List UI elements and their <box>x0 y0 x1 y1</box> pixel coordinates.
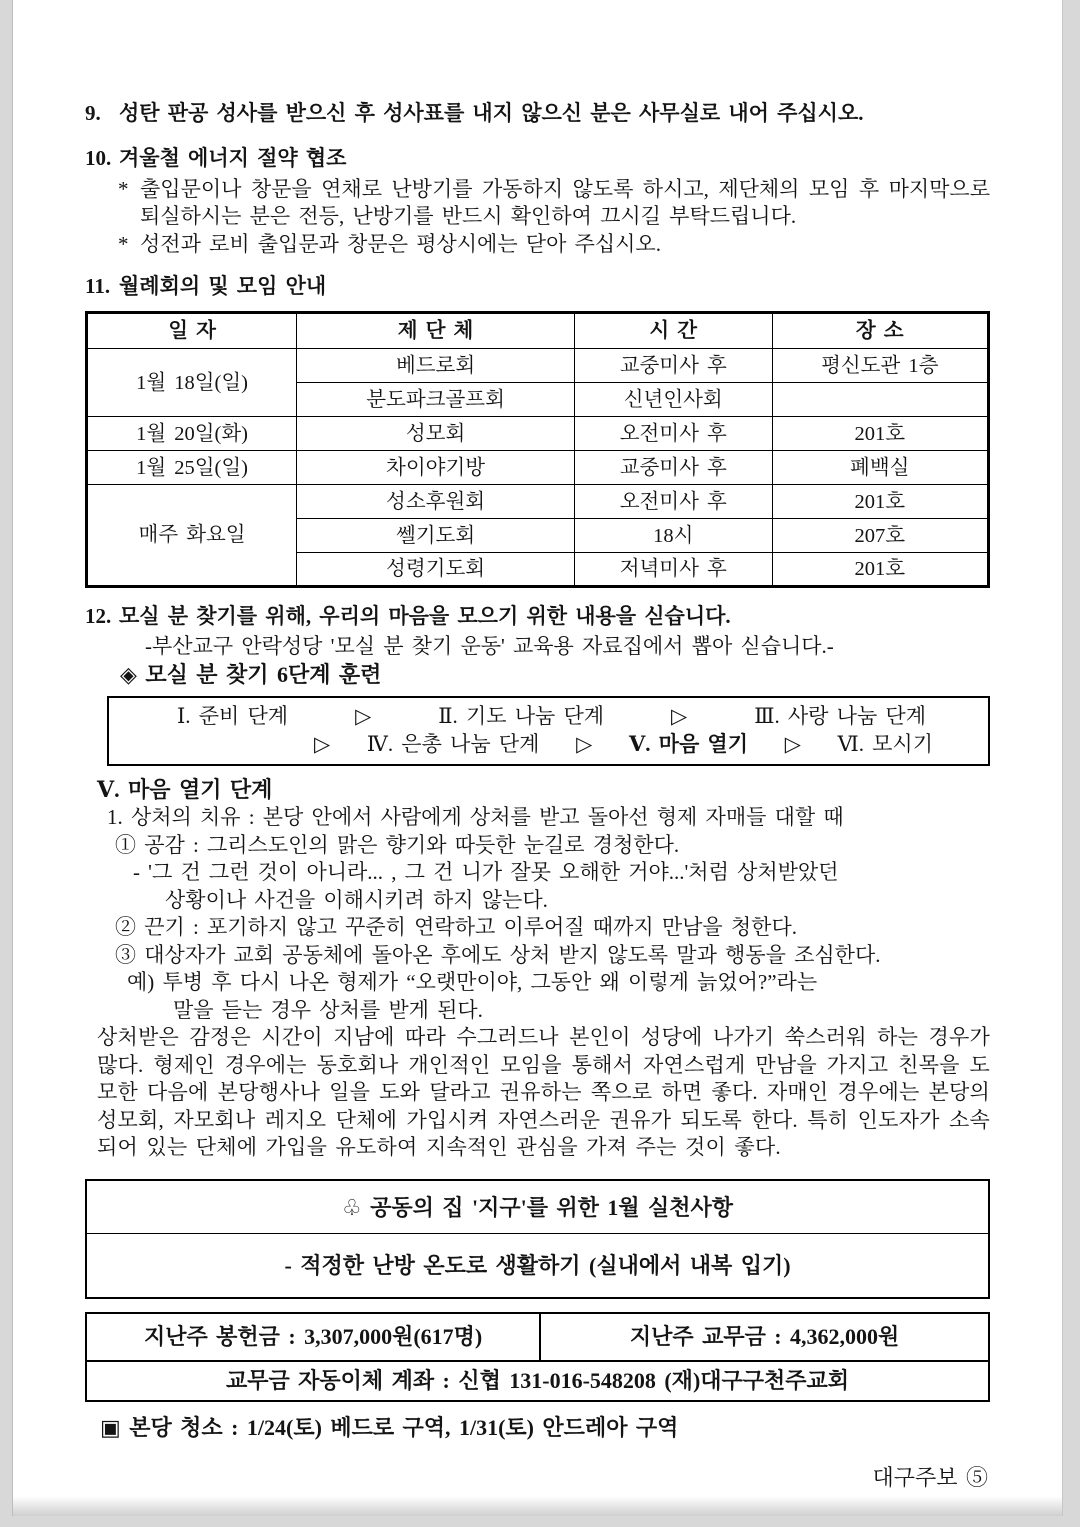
cell-group: 쎌기도회 <box>297 519 575 553</box>
table-row <box>87 417 989 451</box>
col-header-date: 일 자 <box>87 313 297 349</box>
col-header-group: 제 단 체 <box>297 313 575 349</box>
source-note: -부산교구 안락성당 '모실 분 찾기 운동' 교육용 자료집에서 뽑아 싣습니다.- <box>145 634 834 658</box>
table-row <box>87 485 989 519</box>
section-5-paragraph: 상처받은 감정은 시간이 지남에 따라 수그러드나 본인이 성당에 나가기 쑥스러워 하는 경우가 많다. 형제인 경우에는 동호회나 개인적인 모임을 통해서 자연스럽게 만남을 가지고 친목을 도모한 다음에 본당행사나 일을 도와 달라고 권유하는 쪽으로 하면 좋다. 자매인 경우에는 본당의 성모회, 자모회나 레지오 단체에 가입시켜 자연스러운 권유가 되도록 한다. 특히 인도자가 소속되어 있는 단체에 가입을 유도하여 지속적인 관심을 가져 주는 것이 좋다. <box>97 1025 990 1159</box>
arrow-right-icon: ▷ <box>784 732 801 756</box>
section-5-line: 상황이나 사건을 이해시키려 하지 않는다. <box>165 887 548 912</box>
table-header-row <box>87 313 989 349</box>
cell-time: 신년인사회 <box>574 383 772 417</box>
cell-group: 성소후원회 <box>297 485 575 519</box>
cell-date: 매주 화요일 <box>87 485 297 587</box>
section-5-heart-opening <box>85 776 990 1162</box>
notice-number: 12. <box>85 604 112 628</box>
section-5-line: - '그 건 그런 것이 아니라... , 그 건 니가 잘못 오해한 거야...'처럼 상처받았던 <box>133 860 839 884</box>
cell-date: 1월 20일(화) <box>87 417 297 451</box>
notice-title: 월례회의 및 모임 안내 <box>119 274 327 298</box>
arrow-right-icon: ▷ <box>671 704 688 728</box>
table-row <box>87 349 989 383</box>
bullet-line <box>118 176 990 230</box>
page-footer: 대구주보 ⑤ <box>872 1464 988 1490</box>
cell-time: 18시 <box>574 519 772 553</box>
notice-title: 모실 분 찾기를 위해, 우리의 마음을 모으기 위한 내용을 싣습니다. <box>119 604 731 628</box>
section-5-line: 말을 듣는 경우 상처를 받게 된다. <box>173 997 483 1022</box>
steps-line-2 <box>109 730 988 758</box>
cell-time: 오전미사 후 <box>574 485 772 519</box>
cleaning-schedule: ▣ 본당 청소 : 1/24(토) 베드로 구역, 1/31(토) 안드레아 구역 <box>100 1414 679 1440</box>
bulletin-page <box>12 0 1063 1516</box>
cell-group: 차이야기방 <box>297 451 575 485</box>
bullet-text: 성전과 로비 출입문과 창문은 평상시에는 닫아 주십시오. <box>140 232 661 256</box>
cell-group: 성령기도회 <box>297 553 575 587</box>
step-2: Ⅱ. 기도 나눔 단계 <box>438 704 605 728</box>
step-6: Ⅵ. 모시기 <box>837 732 933 756</box>
cell-place <box>772 383 989 417</box>
step-4: Ⅳ. 은총 나눔 단계 <box>366 732 540 756</box>
arrow-right-icon: ▷ <box>314 732 331 756</box>
notice-item-10 <box>85 145 990 171</box>
step-1: Ⅰ. 준비 단계 <box>177 704 289 728</box>
cell-date: 1월 25일(일) <box>87 451 297 485</box>
cell-place: 평신도관 1층 <box>772 349 989 383</box>
section-5-heading: Ⅴ. 마음 열기 단계 <box>97 777 273 802</box>
step-5-highlighted: Ⅴ. 마음 열기 <box>628 732 749 756</box>
cell-place: 폐백실 <box>772 451 989 485</box>
notice-item-9 <box>85 100 990 126</box>
dues-amount: 지난주 교무금 : 4,362,000원 <box>540 1313 989 1361</box>
six-step-subheading: ◈ 모실 분 찾기 6단계 훈련 <box>120 662 382 687</box>
bullet-marker: * <box>118 232 129 256</box>
cell-time: 저녁미사 후 <box>574 553 772 587</box>
notice-number: 9. <box>85 101 101 125</box>
cell-place: 207호 <box>772 519 989 553</box>
cell-group: 분도파크골프회 <box>297 383 575 417</box>
notice-text: 성탄 판공 성사를 받으신 후 성사표를 내지 않으신 분은 사무실로 내어 주십시오. <box>119 101 864 125</box>
section-5-line: 1. 상처의 치유 : 본당 안에서 사람에게 상처를 받고 돌아선 형제 자매들 대할 때 <box>107 805 844 829</box>
col-header-place: 장 소 <box>772 313 989 349</box>
bullet-line <box>118 231 990 258</box>
autotransfer-account: 교무금 자동이체 계좌 : 신협 131-016-548208 (재)대구구천주교회 <box>86 1361 989 1401</box>
cell-group: 베드로회 <box>297 349 575 383</box>
cell-place: 201호 <box>772 417 989 451</box>
notice-item-11 <box>85 273 990 299</box>
bulletin-content <box>13 0 1062 1491</box>
cell-place: 201호 <box>772 485 989 519</box>
arrow-right-icon: ▷ <box>355 704 372 728</box>
cell-time: 오전미사 후 <box>574 417 772 451</box>
cell-time: 교중미사 후 <box>574 451 772 485</box>
notice-number: 11. <box>85 274 111 298</box>
cell-group: 성모회 <box>297 417 575 451</box>
cell-date: 1월 18일(일) <box>87 349 297 417</box>
notice-item-12 <box>85 603 990 629</box>
notice-10-bullets <box>118 176 990 258</box>
finance-row-2 <box>86 1361 989 1401</box>
section-5-line: 예) 투병 후 다시 나온 형제가 “오랫만이야, 그동안 왜 이렇게 늙었어?”라는 <box>127 970 818 994</box>
table-row <box>87 451 989 485</box>
bullet-text: 출입문이나 창문을 연채로 난방기를 가동하지 않도록 하시고, 제단체의 모임 후 마지막으로 퇴실하시는 분은 전등, 난방기를 반드시 확인하여 끄시길 부탁드립니다. <box>140 177 990 228</box>
step-3: Ⅲ. 사랑 나눔 단계 <box>754 704 926 728</box>
practice-box-title: ♧ 공동의 집 '지구'를 위한 1월 실천사항 <box>87 1181 988 1234</box>
notice-number: 10. <box>85 146 112 170</box>
section-5-line: ② 끈기 : 포기하지 않고 꾸준히 연락하고 이루어질 때까지 만남을 청한다. <box>115 915 797 939</box>
finance-table <box>85 1312 990 1402</box>
finance-row-1 <box>86 1313 989 1361</box>
monthly-practice-box <box>85 1179 990 1299</box>
cell-place: 201호 <box>772 553 989 587</box>
six-step-training-box <box>107 696 990 766</box>
steps-line-1 <box>109 702 988 730</box>
meeting-schedule-table <box>85 311 990 588</box>
section-5-line: ③ 대상자가 교회 공동체에 돌아온 후에도 상처 받지 않도록 말과 행동을 조심한다. <box>115 942 881 967</box>
cell-time: 교중미사 후 <box>574 349 772 383</box>
section-5-line: ① 공감 : 그리스도인의 맑은 향기와 따듯한 눈길로 경청한다. <box>115 832 680 857</box>
offering-amount: 지난주 봉헌금 : 3,307,000원(617명) <box>86 1313 540 1361</box>
col-header-time: 시 간 <box>574 313 772 349</box>
practice-box-body: - 적정한 난방 온도로 생활하기 (실내에서 내복 입기) <box>284 1252 791 1278</box>
bullet-marker: * <box>118 177 129 201</box>
notice-title: 겨울철 에너지 절약 협조 <box>119 146 347 170</box>
arrow-right-icon: ▷ <box>576 732 593 756</box>
